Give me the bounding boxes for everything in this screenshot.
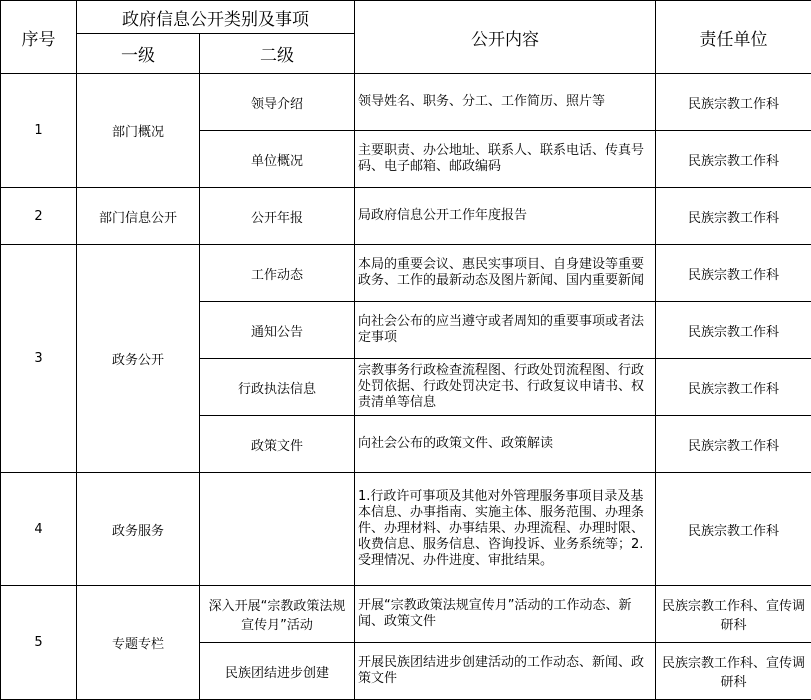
content-cell: 局政府信息公开工作年度报告 [355,188,656,245]
content-cell: 开展民族团结进步创建活动的工作动态、新闻、政策文件 [355,643,656,700]
unit-cell: 民族宗教工作科 [656,188,811,245]
header-level1: 一级 [77,34,200,74]
table-row [1,473,811,586]
level2-cell: 领导介绍 [200,74,355,131]
header-content: 公开内容 [355,1,656,74]
level2-cell: 民族团结进步创建 [200,643,355,700]
table-row [1,586,811,643]
level1-cell: 政务公开 [77,245,200,473]
unit-cell: 民族宗教工作科、宣传调研科 [656,586,811,643]
unit-cell: 民族宗教工作科 [656,302,811,359]
unit-cell: 民族宗教工作科 [656,131,811,188]
content-cell: 本局的重要会议、惠民实事项目、自身建设等重要政务、工作的最新动态及图片新闻、国内重要新闻 [355,245,656,302]
unit-cell: 民族宗教工作科 [656,359,811,416]
content-cell: 向社会公布的政策文件、政策解读 [355,416,656,473]
table-row [1,245,811,302]
level1-cell: 部门概况 [77,74,200,188]
level2-cell: 通知公告 [200,302,355,359]
header-level2: 二级 [200,34,355,74]
header-seq: 序号 [1,1,77,74]
content-cell: 宗教事务行政检查流程图、行政处罚流程图、行政处罚依据、行政处罚决定书、行政复议申请书、权责清单等信息 [355,359,656,416]
unit-cell: 民族宗教工作科 [656,473,811,586]
table-row [1,188,811,245]
level2-cell: 公开年报 [200,188,355,245]
content-cell: 向社会公布的应当遵守或者周知的重要事项或者法定事项 [355,302,656,359]
content-cell: 领导姓名、职务、分工、工作简历、照片等 [355,74,656,131]
level2-cell: 工作动态 [200,245,355,302]
unit-cell: 民族宗教工作科 [656,245,811,302]
level1-cell: 政务服务 [77,473,200,586]
content-cell: 主要职责、办公地址、联系人、联系电话、传真号码、电子邮箱、邮政编码 [355,131,656,188]
level2-cell: 政策文件 [200,416,355,473]
table-row [1,74,811,131]
header-category: 政府信息公开类别及事项 [77,1,355,34]
level1-cell: 专题专栏 [77,586,200,700]
content-cell: 开展“宗教政策法规宣传月”活动的工作动态、新闻、政策文件 [355,586,656,643]
unit-cell: 民族宗教工作科、宣传调研科 [656,643,811,700]
seq-cell: 4 [1,473,77,586]
level2-cell: 行政执法信息 [200,359,355,416]
level2-cell: 单位概况 [200,131,355,188]
unit-cell: 民族宗教工作科 [656,74,811,131]
seq-cell: 3 [1,245,77,473]
level2-cell [200,473,355,586]
level2-cell: 深入开展“宗教政策法规宣传月”活动 [200,586,355,643]
header-unit: 责任单位 [656,1,811,74]
unit-cell: 民族宗教工作科 [656,416,811,473]
level1-cell: 部门信息公开 [77,188,200,245]
seq-cell: 5 [1,586,77,700]
seq-cell: 2 [1,188,77,245]
content-cell: 1.行政许可事项及其他对外管理服务事项目录及基本信息、办事指南、实施主体、服务范围、办理条件、办理材料、办事结果、办理流程、办理时限、收费信息、服务信息、咨询投诉、业务系统等；2.受理情况、办件进度、审批结果。 [355,473,656,586]
seq-cell: 1 [1,74,77,188]
